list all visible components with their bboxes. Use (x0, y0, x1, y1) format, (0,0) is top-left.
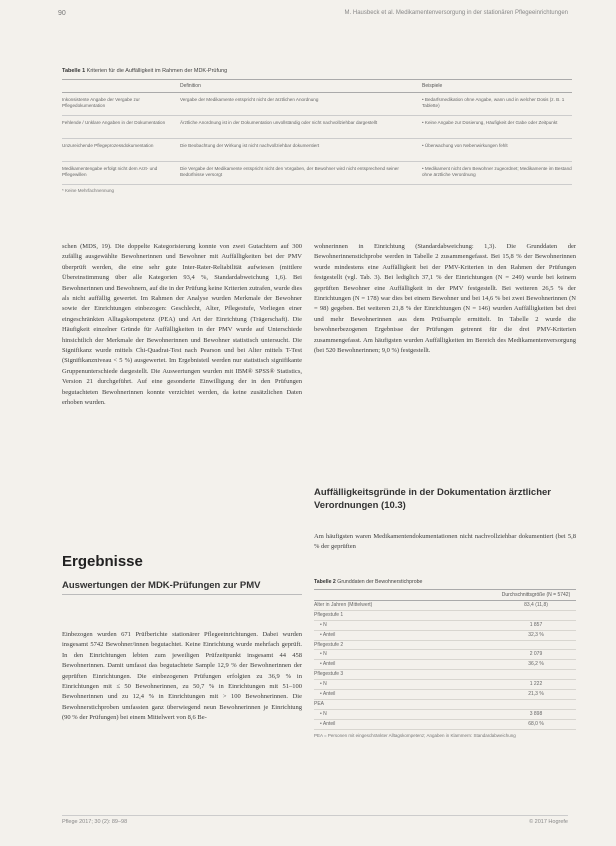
table-row (314, 690, 576, 700)
body-text-left-bottom: Einbezogen wurden 671 Prüfberichte stationärer Pflegeeinrichtungen. Dabei wurden insgesamt 5742 Bewohner/innen begutachtet. Keine Einrichtung wurde mehrfach geprüft. In den Einrichtungen lebten zum jeweiligen Prüfzeitpunkt insgesamt 44 458 Bewohnerinnen. Damit umfasst das begutachtete Sample 12,9 % der Bewohnerinnen der geprüften Einrichtungen. Die einbezogenen Prüfungen erfolgten zu 36,9 % in Einrichtungen mit ≤ 50 Bewohnerinnen, zu 50,7 % in Einrichtungen mit 51–100 Bewohnerinnen und zu 12,4 % in Einrichtungen mit > 100 Bewohnerinnen. Die Bewohnerstichproben umfassten ganz überwiegend neun Bewohnerinnen je Einrichtung (90 % der Prüfungen) bei einem Mittelwert von 8,6 Be- (62, 631, 302, 722)
table-cell: • N (320, 651, 327, 658)
table-2-header-blank (314, 592, 496, 598)
table-cell: Unzureichende Pflegeprozessdokumentation (62, 143, 154, 148)
table-cell: • Anteil (320, 661, 336, 668)
table-cell: 83,4 (11,8) (524, 602, 548, 608)
table-cell: Pflegestufe 2 (314, 641, 344, 648)
table-cell: Ärztliche Anordnung ist in der Dokumentation unvollständig oder nicht nachvollziehbar dargestellt (180, 120, 378, 125)
table-row (62, 116, 572, 139)
table-2-body (314, 601, 576, 730)
table-1 (62, 68, 572, 193)
table-cell: • N (320, 681, 327, 688)
table-row (314, 631, 576, 641)
table-cell: Alter in Jahren (Mittelwert) (314, 602, 373, 608)
table-cell: 1 222 (529, 681, 543, 688)
table-cell: Pflegestufe 3 (314, 671, 344, 678)
table-row (314, 611, 576, 621)
table-cell: • Anteil (320, 720, 336, 727)
table-cell: 21,3 % (528, 691, 544, 698)
table-2 (314, 579, 576, 739)
table-row (314, 680, 576, 690)
table-cell: 1 857 (529, 621, 543, 628)
table-cell: • Überwachung von Nebenwirkungen fehlt (422, 143, 508, 148)
table-row (314, 641, 576, 651)
table-cell: Medikamentengabe erfolgt nicht dem Arzt- und Pflegewillen (62, 166, 158, 177)
table-cell: • Anteil (320, 691, 336, 698)
table-row (314, 621, 576, 631)
table-2-header (314, 589, 576, 601)
table-row (62, 139, 572, 162)
table-2-footnote: PEA = Personen mit eingeschränkter Alltagskompetenz; Angaben in Klammern: Standardabweichung (314, 732, 516, 738)
table-cell (496, 700, 576, 709)
table-cell (496, 611, 576, 620)
page-footer (62, 815, 568, 825)
table-1-header (62, 79, 572, 93)
table-row (314, 710, 576, 720)
table-1-col-3: Beispiele (422, 83, 443, 89)
table-cell: • Keine Angabe zur Dosierung, Häufigkeit der Gabe oder Zeitpunkt (422, 120, 558, 125)
table-cell: 36,2 % (528, 661, 544, 668)
body-text-right-mid: Am häufigsten waren Medikamentendokumentationen nicht nachvollziehbar dokumentiert (bei 5,8 % der geprüften (314, 533, 576, 551)
running-title: M. Hausbeck et al. Medikamentenversorgung in der stationären Pflegeeinrichtungen (344, 10, 568, 16)
section-heading-ergebnisse: Ergebnisse (62, 553, 143, 570)
table-2-col-header: Durchschnittsgröße (N = 5742) (501, 592, 571, 598)
table-row (62, 162, 572, 185)
section-heading-right: Auffälligkeitsgründe in der Dokumentation ärztlicher Verordnungen (10.3) (314, 487, 552, 511)
footer-citation: Pflege 2017; 30 (2): 89–98 (62, 819, 128, 825)
table-row (314, 650, 576, 660)
table-cell: Fehlende / Unklare Angaben in der Dokumentation (62, 120, 166, 125)
table-2-caption-text: Grunddaten der Bewohnerstichprobe (337, 579, 423, 585)
body-text-left-top: schen (MDS, 19). Die doppelte Kategorisierung konnte von zwei Gutachtern auf 300 zufällig ausgewählte Bewohnerinnen und Bewohner mit Auffälligkeiten bei der PMV überprüft werden, die eine sehr gute Inter-Rater-Reliabilität aufwiesen (mittlere Übereinstimmung über alle Kategorien 93,4 %, Standardabweichung 1,6). Bei Bewohnerinnen und Bewohnern, auf die in der Prüfung keine Kriterien zutrafen, wurde dies als nicht auffällig gewertet. Im Rahmen der Analyse wurden Merkmale der Bewohner sowie der Einrichtungen einbezogen: Geschlecht, Alter, Pflegestufe, Vorliegen einer eingeschränkten Alltagskompetenz (PEA) und Art der Einrichtung (Trägerschaft). Die Häufigkeit einzelner Gründe für Auffälligkeiten in der PMV wurde auf Unterschiede hinsichtlich der Merkmale der Bewohnerinnen und Bewohner statistisch untersucht. Die Signifikanz wurde mittels Chi-Quadrat-Test nach Pearson und bei Alter mittels T-Test (Signifikanzniveau < 5 %) ausgewertet. Im Ergebnisteil werden nur statistisch signifikante Gruppenunterschiede dargestellt. Die Auswertungen wurden mit IBM® SPSS® Statistics, Version 21 durchgeführt. Auf eine gesonderte Einwilligung der in den Prüfungen begutachteten Bewohnerinnen konnte verzichtet werden, da keine zusätzlichen Daten erhoben wurden. (62, 243, 302, 407)
table-row (62, 93, 572, 116)
table-cell: Vergabe der Medikamente entspricht nicht der ärztlichen Anordnung (180, 97, 319, 102)
table-cell: Die Vergabe der Medikamente entspricht nicht den Vorgaben, der Bewohner wird nicht entsprechend seiner Bedürfnisse versorgt (180, 166, 399, 177)
table-1-col-2: Definition (180, 83, 201, 89)
page-number: 90 (58, 10, 66, 17)
table-cell: • Medikament nicht dem Bewohner zugeordnet; Medikamente im Bestand ohne ärztliche Verordnung (422, 166, 572, 177)
table-cell: • Bedarfsmedikation ohne Angabe, wann und in welcher Dosis (z. B. 1 Tablette) (422, 97, 565, 108)
table-cell: Inkonsistente Angabe der Vergabe zur Pflegedokumentation (62, 97, 140, 108)
table-cell: • N (320, 710, 327, 717)
table-cell: • Anteil (320, 631, 336, 638)
table-2-label: Tabelle 2 (314, 579, 336, 585)
table-cell: Die Beobachtung der Wirkung ist nicht nachvollziehbar dokumentiert (180, 143, 320, 148)
table-row (314, 660, 576, 670)
table-row (314, 670, 576, 680)
subsection-heading: Auswertungen der MDK-Prüfungen zur PMV (62, 580, 302, 595)
table-1-caption (62, 68, 572, 74)
table-1-label: Tabelle 1 (62, 68, 86, 74)
table-1-footnote: * Keine Mehrfachnennung (62, 188, 115, 193)
table-1-col-1 (62, 83, 180, 89)
table-2-caption (314, 579, 576, 585)
table-cell: 3 898 (529, 710, 543, 717)
table-cell: 32,3 % (528, 631, 544, 638)
table-cell: Pflegestufe 1 (314, 611, 344, 618)
table-cell: PEA (314, 700, 325, 707)
table-cell (496, 641, 576, 650)
footer-publisher: © 2017 Hogrefe (529, 819, 568, 825)
table-cell (496, 670, 576, 679)
table-cell: 68,0 % (528, 720, 544, 727)
table-1-caption-text: Kriterien für die Auffälligkeit im Rahmen der MDK-Prüfung (86, 68, 228, 74)
table-row (314, 601, 576, 611)
table-cell: 2 079 (529, 651, 543, 658)
body-text-right-top: wohnerinnen in Einrichtung (Standardabweichung: 1,3). Die Grunddaten der Bewohnerinnenstichprobe werden in Tabelle 2 zusammengefasst. Bei 15,8 % der Bewohnerinnen wurde mindestens eine Auffälligkeit bei der PMV-Kriterien in den Rahmen der Prüfungen festgestellt (vgl. Tab. 3). Bei lediglich 37,1 % der Einrichtungen (N = 249) wurde bei keinem geprüften Bewohner eine Auffälligkeit in der PMV festgestellt. Bei weiteren 26,5 % der Einrichtungen (N = 178) war dies bei einem Bewohner und bei 14,6 % bei zwei Bewohnerinnen (N = 98) gegeben. Bei weiteren 21,8 % der Einrichtungen (N = 146) wurden Auffälligkeiten bei drei und mehr Bewohnerinnen aus dem Prüfsample ermittelt. In Tabelle 2 wurde die bewohnerbezogenen Ergebnisse der Prüfungen getrennt für die drei PMV-Kriterien zusammengefasst. Am häufigsten wurden Auffälligkeiten im Bereich des Medikamentenversorgung (bei 520 Bewohnerinnen; 9,0 %) festgestellt. (314, 243, 576, 355)
table-row (314, 720, 576, 730)
table-row (314, 700, 576, 710)
table-cell: • N (320, 621, 327, 628)
